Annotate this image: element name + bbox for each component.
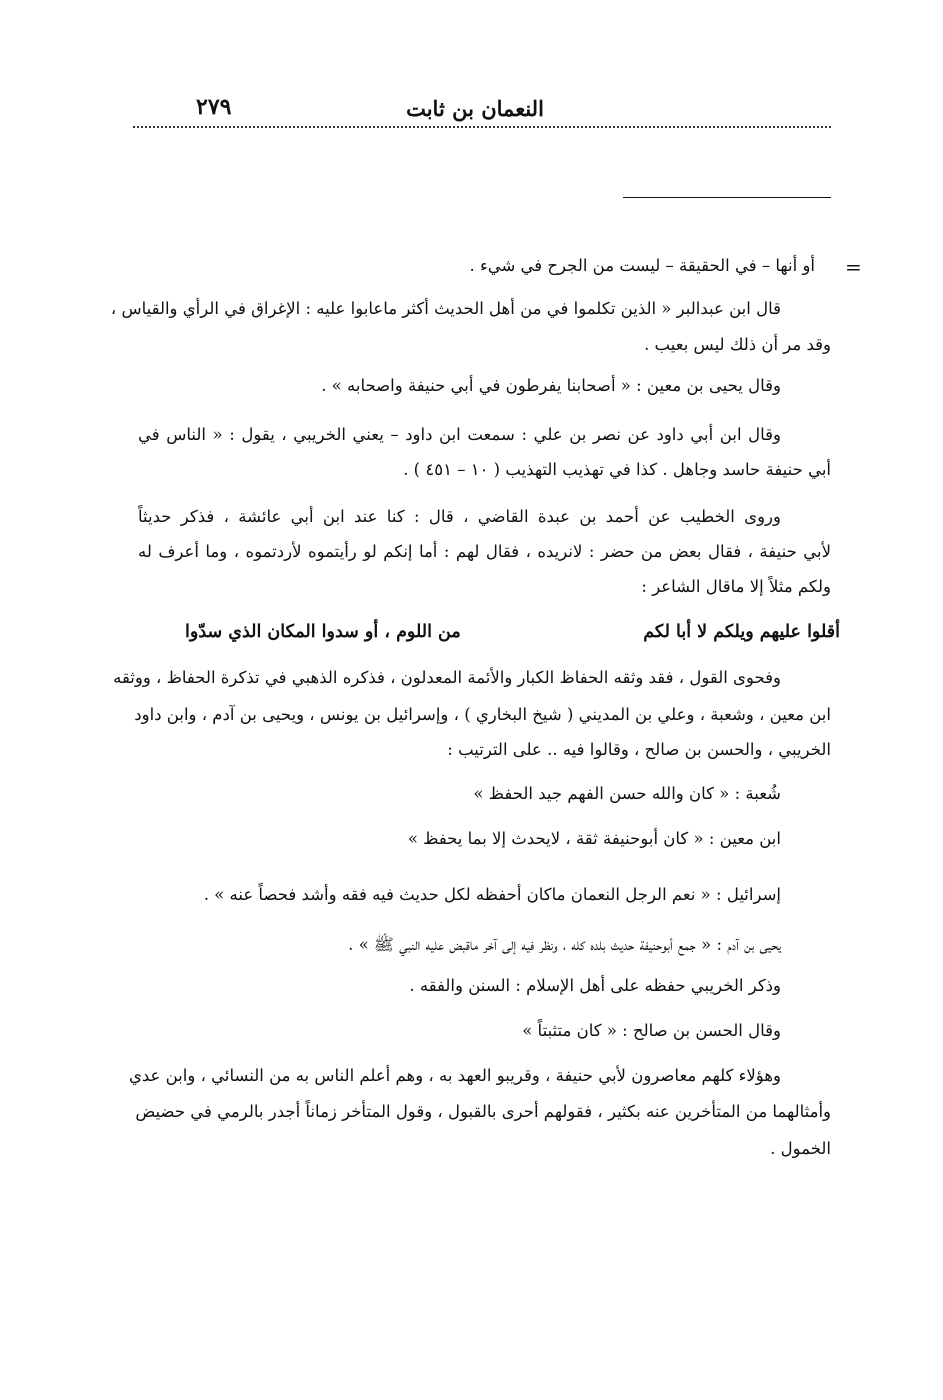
text-line: وقال يحيى بن معين : « أصحابنا يفرطون في أبي حنيفة واصحابه » .: [321, 376, 781, 395]
header-dotted-rule: [133, 126, 831, 128]
text-line: الخمول .: [770, 1139, 831, 1158]
text-line: شُعبة : « كان والله حسن الفهم جيد الحفظ »: [473, 784, 781, 803]
text-line: وقال ابن أبي داود عن نصر بن علي : سمعت ابن داود – يعني الخريبي ، يقول : « الناس في: [138, 425, 781, 444]
text-line: وأمثالهما من المتأخرين عنه بكثير ، فقولهم أحرى بالقبول ، وقول المتأخر زماناً أجدر بالرمي في حضيض: [135, 1102, 831, 1121]
text-line: الخريبي ، والحسن بن صالح ، وقالوا فيه .. على الترتيب :: [447, 740, 831, 759]
poem-hemistich-second: من اللوم ، أو سدوا المكان الذي سدّوا: [185, 622, 461, 642]
text-line: لأبي حنيفة ، فقال بعض من حضر : لانريده ، فقال لهم : أما إنكم لو رأيتموه لأردتموه ، وما أعرف له: [138, 542, 831, 561]
poem-hemistich-first: أقلوا عليهم ويلكم لا أبا لكم: [643, 622, 840, 642]
text-line: وذكر الخريبي حفظه على أهل الإسلام : السنن والفقه .: [409, 976, 781, 995]
footnote-separator-rule: [623, 197, 831, 198]
text-line: ابن معين : « كان أبوحنيفة ثقة ، لايحدث إلا بما يحفظ »: [407, 829, 781, 848]
text-line: يحيى بن آدم : « جمع أبوحنيفة حديث بلده كله ، ونظر فيه إلى آخر ماقبض عليه النبي ﷺ » .: [348, 935, 781, 954]
text-line: وفحوى القول ، فقد وثقه الحفاظ الكبار والأئمة المعدلون ، فذكره الذهبي في تذكرة الحفاظ ، ووثقه: [113, 668, 781, 687]
text-line: ابن معين ، وشعبة ، وعلي بن المديني ( شيخ البخاري ) ، وإسرائيل بن يونس ، ويحيى بن آدم ، وابن داود: [134, 705, 831, 724]
text-line: وروى الخطيب عن أحمد بن عبدة القاضي ، قال : كنا عند ابن أبي عائشة ، فذكر حديثاً: [138, 507, 781, 526]
running-header-title: النعمان بن ثابت: [406, 96, 544, 121]
text-line: أو أنها – في الحقيقة – ليست من الجرح في شيء .: [469, 256, 815, 275]
text-line: ولكم مثلاً إلا ماقال الشاعر :: [641, 577, 831, 596]
text-line: وهؤلاء كلهم معاصرون لأبي حنيفة ، وقريبو العهد به ، وهم أعلم الناس به من النسائي ، وابن عدي: [128, 1066, 781, 1085]
text-line: أبي حنيفة حاسد وجاهل . كذا في تهذيب التهذيب ( ١٠ – ٤٥١ ) .: [403, 460, 831, 479]
text-line: وقال الحسن بن صالح : « كان متثبتاً »: [522, 1021, 781, 1040]
page-number: ٢٧٩: [196, 94, 232, 120]
poem-verse: [185, 622, 840, 648]
footnote-continuation-mark: =: [845, 255, 862, 279]
text-line: إسرائيل : « نعم الرجل النعمان ماكان أحفظه لكل حديث فيه فقه وأشد فحصاً عنه » .: [203, 885, 781, 904]
text-line: وقد مر أن ذلك ليس بعيب .: [644, 335, 831, 354]
text-line: قال ابن عبدالبر « الذين تكلموا في من أهل الحديث أكثر ماعابوا عليه : الإغراق في الرأي والقياس ،: [110, 299, 781, 318]
